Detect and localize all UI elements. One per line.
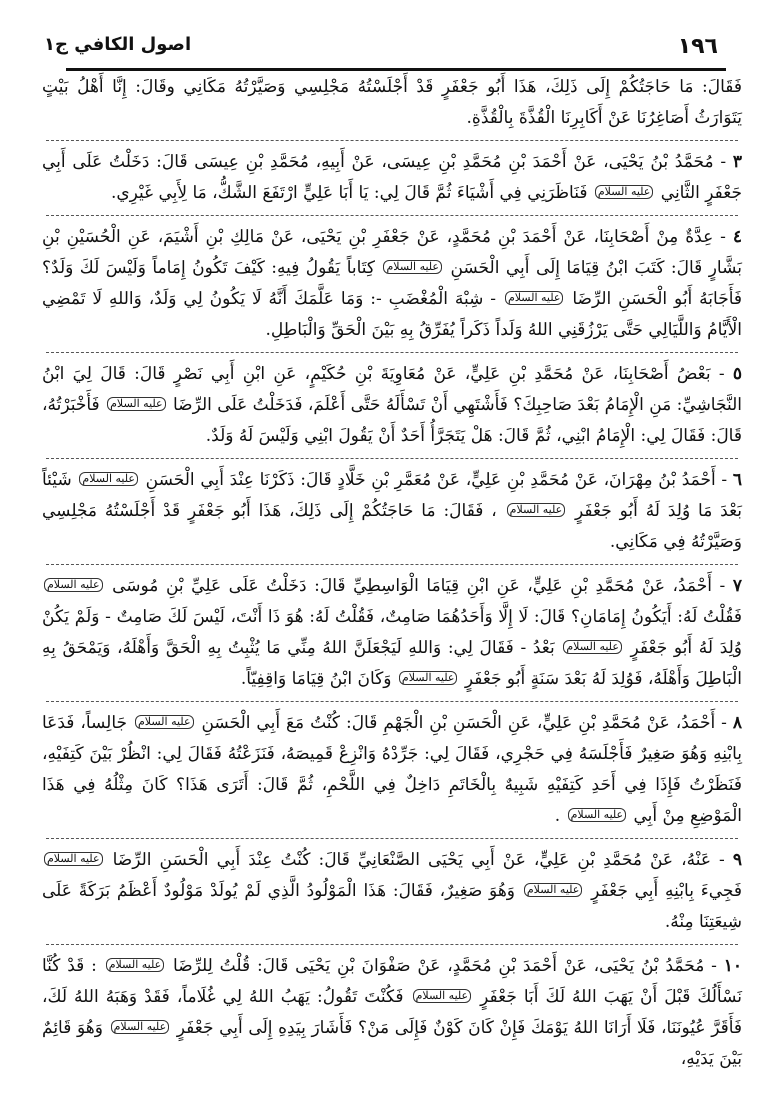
honorific-mark: عليه السلام xyxy=(399,671,458,685)
hadith-text: فَنَاظَرَنِي فِي أَشْيَاءَ ثُمَّ قَالَ لِي: يَا أَبَا عَلِيٍّ ارْتَفَعَ الشَّكُّ، مَا لِأَبِي غَيْرِي. xyxy=(110,183,588,203)
hadith-text: جَالِساً، فَدَعَا بِابْنِهِ وَهُوَ صَغِيرٌ فَأَجْلَسَهُ فِي حَجْرِي، فَقَالَ لِي: جَرِّدْهُ وَانْزِعْ قَمِيصَهُ، فَنَزَعْتُهُ فَقَالَ لِي: انْظُرْ بَيْنَ كَتِفَيْهِ، فَنَظَرْتُ فَإِذَا فِي أَحَدِ كَتِفَيْهِ شَبِيهٌ بِالْخَاتَمِ دَاخِلٌ فِي اللَّحْمِ، ثُمَّ قَالَ: أَتَرَى هَذَا؟ كَانَ مِثْلُهُ فِي هَذَا الْمَوْضِعِ مِنْ أَبِي xyxy=(42,713,742,826)
page-header xyxy=(42,28,742,72)
paragraph-separator xyxy=(46,701,738,702)
paragraph-separator xyxy=(46,564,738,565)
hadith-paragraph: ٧ - أَحْمَدُ، عَنْ مُحَمَّدِ بْنِ عَلِيٍّ، عَنِ ابْنِ قِيَامَا الْوَاسِطِيِّ قَالَ: دَخَلْتُ عَلَى عَلِيِّ بْنِ مُوسَى عليه السلام فَقُلْتُ لَهُ: أَيَكُونُ إِمَامَانِ؟ قَالَ: لَا إِلَّا وَأَحَدُهُمَا صَامِتٌ، فَقُلْتُ لَهُ: هُوَ ذَا أَنْتَ، لَيْسَ لَكَ صَامِتٌ - وَلَمْ يَكُنْ وُلِدَ لَهُ أَبُو جَعْفَرٍ عليه السلام بَعْدُ - فَقَالَ لِي: وَاللهِ لَيَجْعَلَنَّ اللهُ مِنِّي مَا يُثْبِتُ بِهِ الْحَقَّ وَأَهْلَهُ، وَيَمْحَقُ بِهِ الْبَاطِلَ وَأَهْلَهُ، فَوُلِدَ لَهُ بَعْدَ سَنَةٍ أَبُو جَعْفَرٍ عليه السلام وَكَانَ ابْنُ قِيَامَا وَاقِفِيّاً. xyxy=(42,576,743,689)
hadith-number: ٧ xyxy=(732,576,743,596)
honorific-mark: عليه السلام xyxy=(106,958,165,972)
hadith-text: وَهُوَ صَغِيرٌ، فَقَالَ: هَذَا الْمَوْلُودُ الَّذِي لَمْ يُولَدْ مَوْلُودٌ أَعْظَمُ بَرَكَةً عَلَى شِيعَتِنَا مِنْهُ. xyxy=(42,881,742,932)
hadith-number: ٦ xyxy=(732,470,742,490)
hadith-number: ٩ xyxy=(732,850,742,870)
hadith-paragraph: ٤ - عِدَّةٌ مِنْ أَصْحَابِنَا، عَنْ أَحْمَدَ بْنِ مُحَمَّدٍ، عَنْ جَعْفَرِ بْنِ يَحْيَى، عَنْ مَالِكِ بْنِ أَشْيَمَ، عَنِ الْحُسَيْنِ بْنِ بَشَّارٍ قَالَ: كَتَبَ ابْنُ قِيَامَا إِلَى أَبِي الْحَسَنِ عليه السلام كِتَاباً يَقُولُ فِيهِ: كَيْفَ تَكُونُ إِمَاماً وَلَيْسَ لَكَ وَلَدٌ؟ فَأَجَابَهُ أَبُو الْحَسَنِ الرِّضَا عليه السلام - شِبْهَ الْمُغْضَبِ -: وَمَا عَلَّمَكَ أَنَّهُ لَا يَكُونُ لِي وَلَدٌ، وَاللهِ لَا تَمْضِي الْأَيَّامُ وَاللَّيَالِي حَتَّى يَرْزُقَنِي اللهُ وَلَداً ذَكَراً يُفَرِّقُ بِهِ بَيْنَ الْحَقِّ وَالْبَاطِلِ. xyxy=(42,227,743,340)
page-number: ١٩٦ xyxy=(677,34,718,59)
hadith-number: ٥ xyxy=(732,364,742,384)
hadith-number: ١٠ xyxy=(723,956,742,976)
hadith-number: ٣ xyxy=(732,152,742,172)
hadith-number: ٤ xyxy=(732,227,742,247)
running-title: اصول الكافي ج١ xyxy=(44,34,192,55)
honorific-mark: عليه السلام xyxy=(79,472,138,486)
hadith-text: أَحْمَدُ، عَنْ مُحَمَّدِ بْنِ عَلِيٍّ، عَنِ الْحَسَنِ بْنِ الْجَهْمِ قَالَ: كُنْتُ مَعَ أَبِي الْحَسَنِ xyxy=(201,713,716,733)
hadith-text: بَعْدُ - فَقَالَ لِي: وَاللهِ لَيَجْعَلَنَّ اللهُ مِنِّي مَا يُثْبِتُ بِهِ الْحَقَّ وَأَهْلَهُ، وَيَمْحَقُ بِهِ الْبَاطِلَ وَأَهْلَهُ، فَوُلِدَ لَهُ بَعْدَ سَنَةٍ أَبُو جَعْفَرٍ xyxy=(42,638,742,689)
hadith-text: وَهُوَ قَائِمٌ بَيْنَ يَدَيْهِ، xyxy=(42,1018,742,1069)
hadith-paragraph: ٨ - أَحْمَدُ، عَنْ مُحَمَّدِ بْنِ عَلِيٍّ، عَنِ الْحَسَنِ بْنِ الْجَهْمِ قَالَ: كُنْتُ مَعَ أَبِي الْحَسَنِ عليه السلام جَالِساً، فَدَعَا بِابْنِهِ وَهُوَ صَغِيرٌ فَأَجْلَسَهُ فِي حَجْرِي، فَقَالَ لِي: جَرِّدْهُ وَانْزِعْ قَمِيصَهُ، فَنَزَعْتُهُ فَقَالَ لِي: انْظُرْ بَيْنَ كَتِفَيْهِ، فَنَظَرْتُ فَإِذَا فِي أَحَدِ كَتِفَيْهِ شَبِيهٌ بِالْخَاتَمِ دَاخِلٌ فِي اللَّحْمِ، ثُمَّ قَالَ: أَتَرَى هَذَا؟ كَانَ مِثْلُهُ فِي هَذَا الْمَوْضِعِ مِنْ أَبِي عليه السلام . xyxy=(42,713,742,826)
hadith-text: مُحَمَّدُ بْنُ يَحْيَى، عَنْ أَحْمَدَ بْنِ مُحَمَّدٍ، عَنْ صَفْوَانَ بْنِ يَحْيَى قَالَ: قُلْتُ لِلرِّضَا xyxy=(173,956,705,976)
honorific-mark: عليه السلام xyxy=(505,291,564,305)
hadith-text: بَعْضُ أَصْحَابِنَا، عَنْ مُحَمَّدِ بْنِ عَلِيٍّ، عَنْ مُعَاوِيَةَ بْنِ حُكَيْمٍ، عَنِ ابْنِ أَبِي نَصْرٍ قَالَ: قَالَ لِيَ ابْنُ النَّجَاشِيِّ: مَنِ الْإِمَامُ بَعْدَ صَاحِبِكَ؟ فَأَشْتَهِي أَنْ تَسْأَلَهُ حَتَّى أَعْلَمَ، فَدَخَلْتُ عَلَى الرِّضَا xyxy=(42,364,742,415)
hadith-paragraph: ٥ - بَعْضُ أَصْحَابِنَا، عَنْ مُحَمَّدِ بْنِ عَلِيٍّ، عَنْ مُعَاوِيَةَ بْنِ حُكَيْمٍ، عَنِ ابْنِ أَبِي نَصْرٍ قَالَ: قَالَ لِيَ ابْنُ النَّجَاشِيِّ: مَنِ الْإِمَامُ بَعْدَ صَاحِبِكَ؟ فَأَشْتَهِي أَنْ تَسْأَلَهُ حَتَّى أَعْلَمَ، فَدَخَلْتُ عَلَى الرِّضَا عليه السلام فَأَخْبَرْتُهُ، قَالَ: فَقَالَ لِي: الْإِمَامُ ابْنِي، ثُمَّ قَالَ: هَلْ يَتَجَرَّأُ أَحَدٌ أَنْ يَقُولَ ابْنِي وَلَيْسَ لَهُ وَلَدٌ. xyxy=(42,364,742,446)
hadith-text: عِدَّةٌ مِنْ أَصْحَابِنَا، عَنْ أَحْمَدَ بْنِ مُحَمَّدٍ، عَنْ جَعْفَرِ بْنِ يَحْيَى، عَنْ مَالِكِ بْنِ أَشْيَمَ، عَنِ الْحُسَيْنِ بْنِ بَشَّارٍ قَالَ: كَتَبَ ابْنُ قِيَامَا إِلَى أَبِي الْحَسَنِ xyxy=(42,227,742,278)
honorific-mark: عليه السلام xyxy=(413,989,472,1003)
hadith-text: مُحَمَّدُ بْنُ يَحْيَى، عَنْ أَحْمَدَ بْنِ مُحَمَّدِ بْنِ عِيسَى، عَنْ أَبِيهِ، مُحَمَّدِ بْنِ عِيسَى قَالَ: دَخَلْتُ عَلَى أَبِي جَعْفَرٍ الثَّانِي xyxy=(42,152,742,203)
honorific-mark: عليه السلام xyxy=(383,260,442,274)
hadith-paragraph: ١٠ - مُحَمَّدُ بْنُ يَحْيَى، عَنْ أَحْمَدَ بْنِ مُحَمَّدٍ، عَنْ صَفْوَانَ بْنِ يَحْيَى قَالَ: قُلْتُ لِلرِّضَا عليه السلام : قَدْ كُنَّا نَسْأَلُكَ قَبْلَ أَنْ يَهَبَ اللهُ لَكَ أَبَا جَعْفَرٍ عليه السلام فَكُنْتَ تَقُولُ: يَهَبُ اللهُ لِي غُلَاماً، فَقَدْ وَهَبَهُ اللهُ لَكَ، فَأَقَرَّ عُيُونَنَا، فَلَا أَرَانَا اللهُ يَوْمَكَ فَإِنْ كَانَ كَوْنٌ فَإِلَى مَنْ؟ فَأَشَارَ بِيَدِهِ إِلَى أَبِي جَعْفَرٍ عليه السلام وَهُوَ قَائِمٌ بَيْنَ يَدَيْهِ، xyxy=(42,956,743,1069)
hadith-text: . xyxy=(554,806,561,826)
hadith-paragraph: ٦ - أَحْمَدُ بْنُ مِهْرَانَ، عَنْ مُحَمَّدِ بْنِ عَلِيٍّ، عَنْ مُعَمَّرِ بْنِ خَلَّادٍ قَالَ: ذَكَرْنَا عِنْدَ أَبِي الْحَسَنِ عليه السلام شَيْئاً بَعْدَ مَا وُلِدَ لَهُ أَبُو جَعْفَرٍ عليه السلام ، فَقَالَ: مَا حَاجَتُكُمْ إِلَى ذَلِكَ، هَذَا أَبُو جَعْفَرٍ قَدْ أَجْلَسْتُهُ مَجْلِسِي وَصَيَّرْتُهُ فِي مَكَانِي. xyxy=(42,470,743,552)
hadith-text: ، فَقَالَ: مَا حَاجَتُكُمْ إِلَى ذَلِكَ، هَذَا أَبُو جَعْفَرٍ قَدْ أَجْلَسْتُهُ مَجْلِسِي وَصَيَّرْتُهُ فِي مَكَانِي. xyxy=(42,501,742,552)
honorific-mark: عليه السلام xyxy=(107,397,166,411)
paragraph-separator xyxy=(46,838,738,839)
hadith-text: وَكَانَ ابْنُ قِيَامَا وَاقِفِيّاً. xyxy=(240,669,392,689)
hadith-paragraph: ٩ - عَنْهُ، عَنْ مُحَمَّدِ بْنِ عَلِيٍّ، عَنْ أَبِي يَحْيَى الصَّنْعَانِيِّ قَالَ: كُنْتُ عِنْدَ أَبِي الْحَسَنِ الرِّضَا عليه السلام فَجِيءَ بِابْنِهِ أَبِي جَعْفَرٍ عليه السلام وَهُوَ صَغِيرٌ، فَقَالَ: هَذَا الْمَوْلُودُ الَّذِي لَمْ يُولَدْ مَوْلُودٌ أَعْظَمُ بَرَكَةً عَلَى شِيعَتِنَا مِنْهُ. xyxy=(42,850,742,932)
header-rule xyxy=(66,68,726,71)
hadith-paragraph xyxy=(42,72,742,134)
hadith-text: - شِبْهَ الْمُغْضَبِ -: وَمَا عَلَّمَكَ أَنَّهُ لَا يَكُونُ لِي وَلَدٌ، وَاللهِ لَا تَمْضِي الْأَيَّامُ وَاللَّيَالِي حَتَّى يَرْزُقَنِي اللهُ وَلَداً ذَكَراً يُفَرِّقُ بِهِ بَيْنَ الْحَقِّ وَالْبَاطِلِ. xyxy=(42,289,742,340)
hadith-text: كِتَاباً يَقُولُ فِيهِ: كَيْفَ تَكُونُ إِمَاماً وَلَيْسَ لَكَ وَلَدٌ؟ فَأَجَابَهُ أَبُو الْحَسَنِ الرِّضَا xyxy=(42,258,743,309)
hadith-text: فَقُلْتُ لَهُ: أَيَكُونُ إِمَامَانِ؟ قَالَ: لَا إِلَّا وَأَحَدُهُمَا صَامِتٌ، فَقُلْتُ لَهُ: هُوَ ذَا أَنْتَ، لَيْسَ لَكَ صَامِتٌ - وَلَمْ يَكُنْ وُلِدَ لَهُ أَبُو جَعْفَرٍ xyxy=(42,607,743,658)
honorific-mark: عليه السلام xyxy=(524,883,583,897)
honorific-mark: عليه السلام xyxy=(568,808,627,822)
hadith-text: شَيْئاً بَعْدَ مَا وُلِدَ لَهُ أَبُو جَعْفَرٍ xyxy=(42,470,743,521)
honorific-mark: عليه السلام xyxy=(595,185,654,199)
paragraph-separator xyxy=(46,458,738,459)
honorific-mark: عليه السلام xyxy=(135,715,194,729)
paragraph-separator xyxy=(46,140,738,141)
honorific-mark: عليه السلام xyxy=(44,578,103,592)
honorific-mark: عليه السلام xyxy=(111,1020,170,1034)
hadith-text: فَكُنْتَ تَقُولُ: يَهَبُ اللهُ لِي غُلَاماً، فَقَدْ وَهَبَهُ اللهُ لَكَ، فَأَقَرَّ عُيُونَنَا، فَلَا أَرَانَا اللهُ يَوْمَكَ فَإِنْ كَانَ كَوْنٌ فَإِلَى مَنْ؟ فَأَشَارَ بِيَدِهِ إِلَى أَبِي جَعْفَرٍ xyxy=(42,987,743,1038)
paragraph-separator xyxy=(46,944,738,945)
hadith-number: ٨ xyxy=(732,713,742,733)
paragraph-separator xyxy=(46,352,738,353)
text-body xyxy=(42,72,742,1075)
honorific-mark: عليه السلام xyxy=(44,852,103,866)
hadith-text: عَنْهُ، عَنْ مُحَمَّدِ بْنِ عَلِيٍّ، عَنْ أَبِي يَحْيَى الصَّنْعَانِيِّ قَالَ: كُنْتُ عِنْدَ أَبِي الْحَسَنِ الرِّضَا xyxy=(112,850,711,870)
hadith-text: : قَدْ كُنَّا نَسْأَلُكَ قَبْلَ أَنْ يَهَبَ اللهُ لَكَ أَبَا جَعْفَرٍ xyxy=(42,956,742,1007)
hadith-text: أَحْمَدُ، عَنْ مُحَمَّدِ بْنِ عَلِيٍّ، عَنِ ابْنِ قِيَامَا الْوَاسِطِيِّ قَالَ: دَخَلْتُ عَلَى عَلِيِّ بْنِ مُوسَى xyxy=(112,576,712,596)
hadith-text: فَأَخْبَرْتُهُ، قَالَ: فَقَالَ لِي: الْإِمَامُ ابْنِي، ثُمَّ قَالَ: هَلْ يَتَجَرَّأُ أَحَدٌ أَنْ يَقُولَ ابْنِي وَلَيْسَ لَهُ وَلَدٌ. xyxy=(42,395,742,446)
honorific-mark: عليه السلام xyxy=(507,503,566,517)
paragraph-separator xyxy=(46,215,738,216)
hadith-text: أَحْمَدُ بْنُ مِهْرَانَ، عَنْ مُحَمَّدِ بْنِ عَلِيٍّ، عَنْ مُعَمَّرِ بْنِ خَلَّادٍ قَالَ: ذَكَرْنَا عِنْدَ أَبِي الْحَسَنِ xyxy=(145,470,716,490)
hadith-text: فَجِيءَ بِابْنِهِ أَبِي جَعْفَرٍ xyxy=(591,881,742,901)
hadith-text: فَقَالَ: مَا حَاجَتُكُمْ إِلَى ذَلِكَ، هَذَا أَبُو جَعْفَرٍ قَدْ أَجْلَسْتُهُ مَجْلِسِي وَصَيَّرْتُهُ مَكَانِي وقَالَ: إِنَّا أَهْلُ بَيْتٍ يَتَوَارَثُ أَصَاغِرُنَا عَنْ أَكَابِرِنَا الْقُذَّةَ بِالْقُذَّةِ. xyxy=(42,77,742,128)
hadith-paragraph: ٣ - مُحَمَّدُ بْنُ يَحْيَى، عَنْ أَحْمَدَ بْنِ مُحَمَّدِ بْنِ عِيسَى، عَنْ أَبِيهِ، مُحَمَّدِ بْنِ عِيسَى قَالَ: دَخَلْتُ عَلَى أَبِي جَعْفَرٍ الثَّانِي عليه السلام فَنَاظَرَنِي فِي أَشْيَاءَ ثُمَّ قَالَ لِي: يَا أَبَا عَلِيٍّ ارْتَفَعَ الشَّكُّ، مَا لِأَبِي غَيْرِي. xyxy=(42,152,742,203)
honorific-mark: عليه السلام xyxy=(563,640,622,654)
